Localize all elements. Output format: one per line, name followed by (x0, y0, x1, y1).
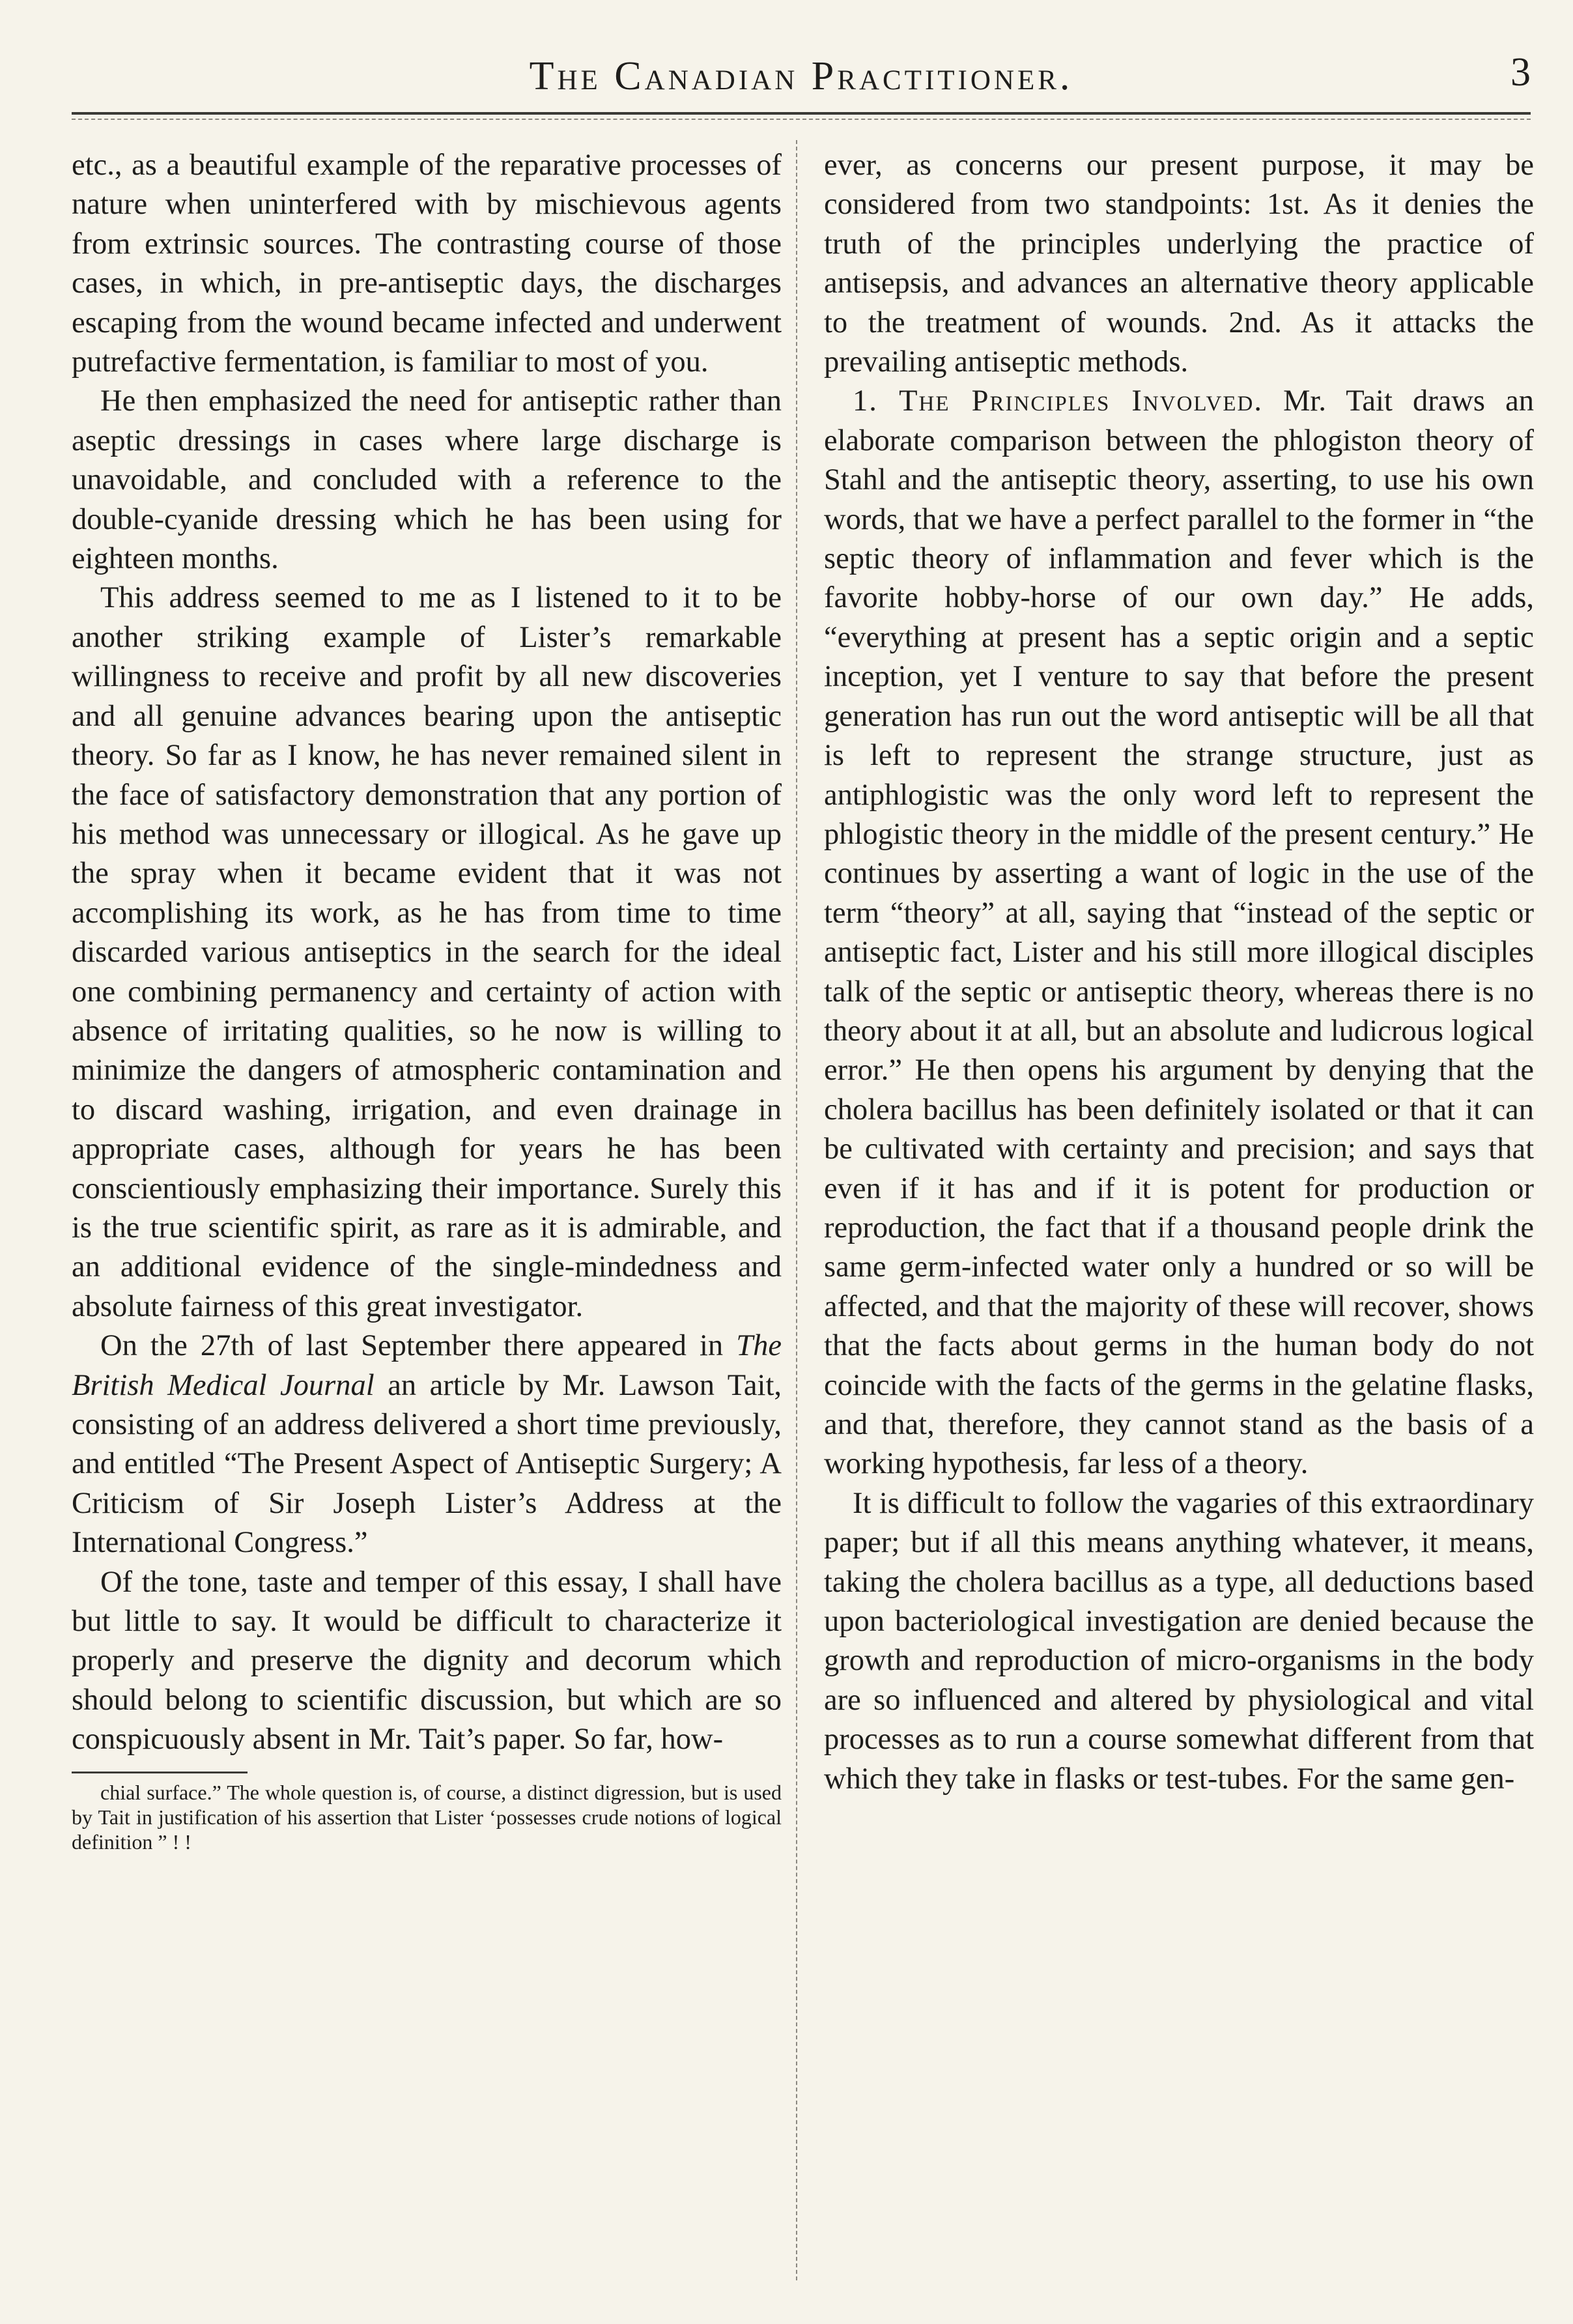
paragraph: He then emphasized the need for antiseptic rather than aseptic dressings in cases where large discharge is unavoidable, and concluded with a reference to the double-cyanide dressing which he has been using for eighteen months. (72, 384, 782, 576)
page-number: 3 (1510, 50, 1531, 94)
text-run: an article by Mr. Lawson Tait, consisting of an address delivered a short time previously, and entitled “The Present Aspect of Antiseptic Surgery; A Criticism of Sir Joseph Lister’s Address at the International Congress.” (72, 1368, 782, 1560)
footnote-rule (72, 1772, 248, 1773)
left-column (72, 146, 782, 1854)
paragraph (72, 1327, 782, 1562)
text-run: On the 27th of last September there appeared in (100, 1329, 737, 1363)
paragraph: ever, as concerns our present purpose, it may be considered from two standpoints: 1st. As it denies the truth of the principles underlying the practice of antisepsis, and advances an alternative theory applicable to the treatment of wounds. 2nd. As it attacks the prevailing antiseptic methods. (824, 149, 1534, 379)
column-divider (796, 140, 797, 2280)
footnote: chial surface.” The whole question is, of course, a distinct digression, but is used by Tait in justification of his assertion that Lister ‘possesses crude notions of logical definition ” ! ! (72, 1780, 782, 1854)
page-header (72, 47, 1531, 112)
right-column (824, 146, 1534, 1799)
paragraph: etc., as a beautiful example of the reparative processes of nature when uninterfered with by mischievous agents from extrinsic sources. The contrasting course of those cases, in which, in pre-antiseptic days, the discharges escaping from the wound became infected and underwent putrefactive fermentation, is familiar to most of you. (72, 149, 782, 379)
paragraph (824, 382, 1534, 1484)
text-run: Mr. Tait draws an elaborate comparison between the phlogiston theory of Stahl and the antiseptic theory, asserting, to use his own words, that we have a perfect parallel to the former in “the septic theory of inflammation and fever which is the favorite hobby-horse of our own day.” He adds, “everything at present has a septic origin and a septic inception, yet I venture to say that before the present generation has run out the word antiseptic will be all that is left to represent the strange structure, just as antiphlogistic was the only word left to represent the phlogistic theory in the middle of the present century.” He continues by asserting a want of logic in the use of the term “theory” at all, saying that “instead of the septic or antiseptic fact, Lister and his still more illogical disciples talk of the septic or antiseptic theory, whereas there is no theory about it at all, but an absolute and ludicrous logical error.” He then opens his argument by denying that the cholera bacillus has been definitely isolated or that it can be cultivated with certainty and precision; and says that even if it has and if it is potent for production or reproduction, the fact that if a thousand people drink the same germ-infected water only a hundred or so will be affected, and that the majority of these will recover, shows that the facts about germs in the human body do not coincide with the facts of the germs in the gelatine flasks, and that, therefore, they cannot stand as the basis of a working hypothesis, far less of a theory. (824, 384, 1534, 1481)
paragraph: This address seemed to me as I listened to it to be another striking example of Lister’s remarkable willingness to receive and profit by all new discoveries and all genuine advances bearing upon the antiseptic theory. So far as I know, he has never remained silent in the face of satisfactory demonstration that any portion of his method was unnecessary or illogical. As he gave up the spray when it became evident that it was not accomplishing its work, as he has from time to time discarded various antiseptics in the search for the ideal one combining permanency and certainty of action with absence of irritating qualities, so he now is willing to minimize the dangers of atmospheric contamination and to discard washing, irrigation, and even drainage in appropriate cases, although for years he has been conscientiously emphasizing their importance. Surely this is the true scientific spirit, as rare as it is admirable, and an additional evidence of the single-mindedness and absolute fairness of this great investigator. (72, 581, 782, 1323)
running-title: The Canadian Practitioner. (529, 54, 1073, 98)
header-rule-dashed (72, 119, 1531, 120)
header-rule (72, 112, 1531, 115)
section-heading: 1. The Principles Involved. (853, 384, 1263, 418)
paragraph: It is difficult to follow the vagaries of this extraordinary paper; but if all this means anything whatever, it means, taking the cholera bacillus as a type, all deductions based upon bacteriological investigation are denied because the growth and reproduction of micro-organisms in the body are so influenced and altered by physiological and vital processes as to run a course somewhat different from that which they take in flasks or test-tubes. For the same gen- (824, 1486, 1534, 1796)
journal-title: The British Medical Journal (72, 1329, 782, 1402)
paragraph: Of the tone, taste and temper of this essay, I shall have but little to say. It would be difficult to characterize it properly and preserve the dignity and decorum which should belong to scientific discussion, but which are so conspicuously absent in Mr. Tait’s paper. So far, how- (72, 1565, 782, 1757)
